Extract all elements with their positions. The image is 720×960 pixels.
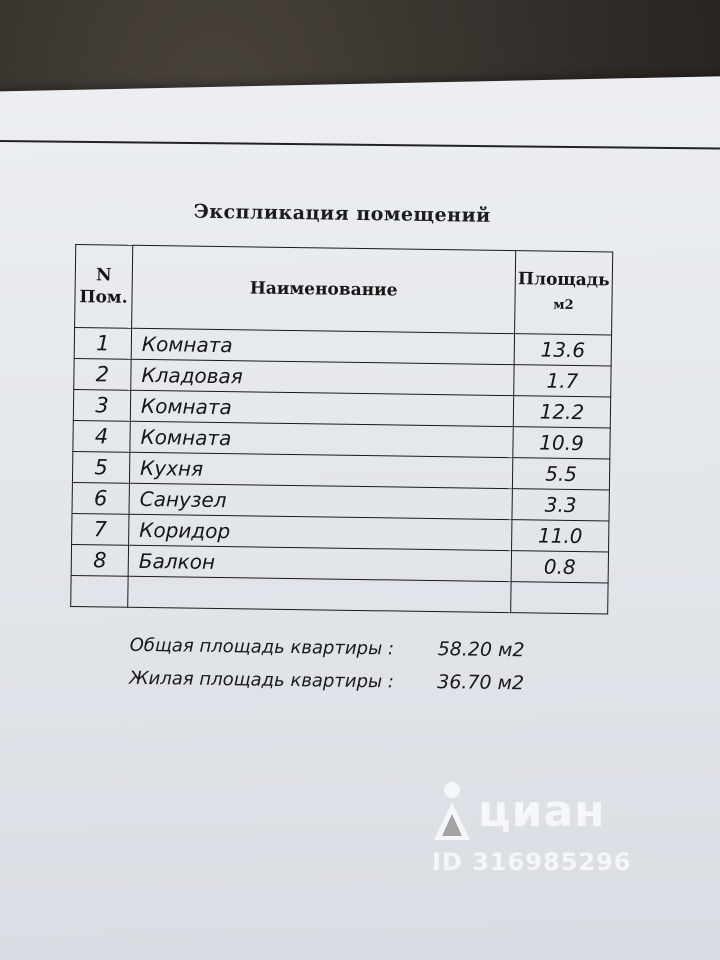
living-area-row — [129, 662, 524, 701]
row-area: 1.7 — [514, 365, 611, 397]
watermark-id: ID 316985296 — [432, 848, 632, 876]
header-area-line1: Площадь — [517, 269, 610, 291]
row-area: 3.3 — [512, 489, 609, 521]
row-name: Кладовая — [131, 359, 514, 395]
row-name: Балкон — [128, 545, 511, 581]
living-area-label: Жилая площадь квартиры : — [129, 667, 395, 693]
header-area-line2: м2 — [553, 297, 574, 313]
living-area-value: 36.70 м2 — [437, 671, 525, 695]
row-area: 12.2 — [513, 396, 610, 428]
cian-watermark — [432, 780, 632, 876]
row-number: 1 — [74, 328, 131, 360]
rooms-table — [70, 244, 613, 614]
row-name: Комната — [131, 328, 514, 364]
row-name: Кухня — [129, 452, 512, 488]
row-name — [128, 576, 511, 612]
row-name: Санузел — [129, 483, 512, 519]
header-name: Наименование — [132, 245, 516, 333]
total-area-label: Общая площадь квартиры : — [129, 634, 395, 660]
row-name: Комната — [130, 421, 513, 457]
row-area: 0.8 — [511, 551, 608, 583]
header-area — [515, 251, 613, 335]
row-area: 13.6 — [514, 334, 611, 366]
row-number: 7 — [72, 513, 129, 545]
row-area: 11.0 — [512, 520, 609, 552]
row-number: 4 — [73, 420, 130, 452]
document-title: Экспликация помещений — [193, 200, 491, 227]
row-number: 2 — [74, 358, 131, 390]
watermark-brand: циан — [478, 786, 606, 837]
area-totals — [129, 629, 525, 701]
row-number: 3 — [73, 389, 130, 421]
header-number — [75, 245, 133, 329]
table-header-row — [75, 245, 613, 335]
cian-pin-icon — [432, 780, 472, 844]
row-area — [511, 582, 608, 614]
total-area-value: 58.20 м2 — [437, 638, 525, 662]
row-number — [71, 575, 128, 607]
row-number: 5 — [72, 451, 129, 483]
row-number: 6 — [72, 482, 129, 514]
table-row-empty — [71, 575, 608, 613]
row-name: Коридор — [129, 514, 512, 550]
header-number-line1: N — [95, 265, 112, 286]
total-area-row — [129, 629, 524, 668]
row-name: Комната — [130, 390, 513, 426]
row-area: 5.5 — [512, 458, 609, 490]
header-number-line2: Пом. — [79, 287, 128, 308]
watermark-logo — [432, 780, 632, 844]
row-number: 8 — [71, 544, 128, 576]
row-area: 10.9 — [513, 427, 610, 459]
